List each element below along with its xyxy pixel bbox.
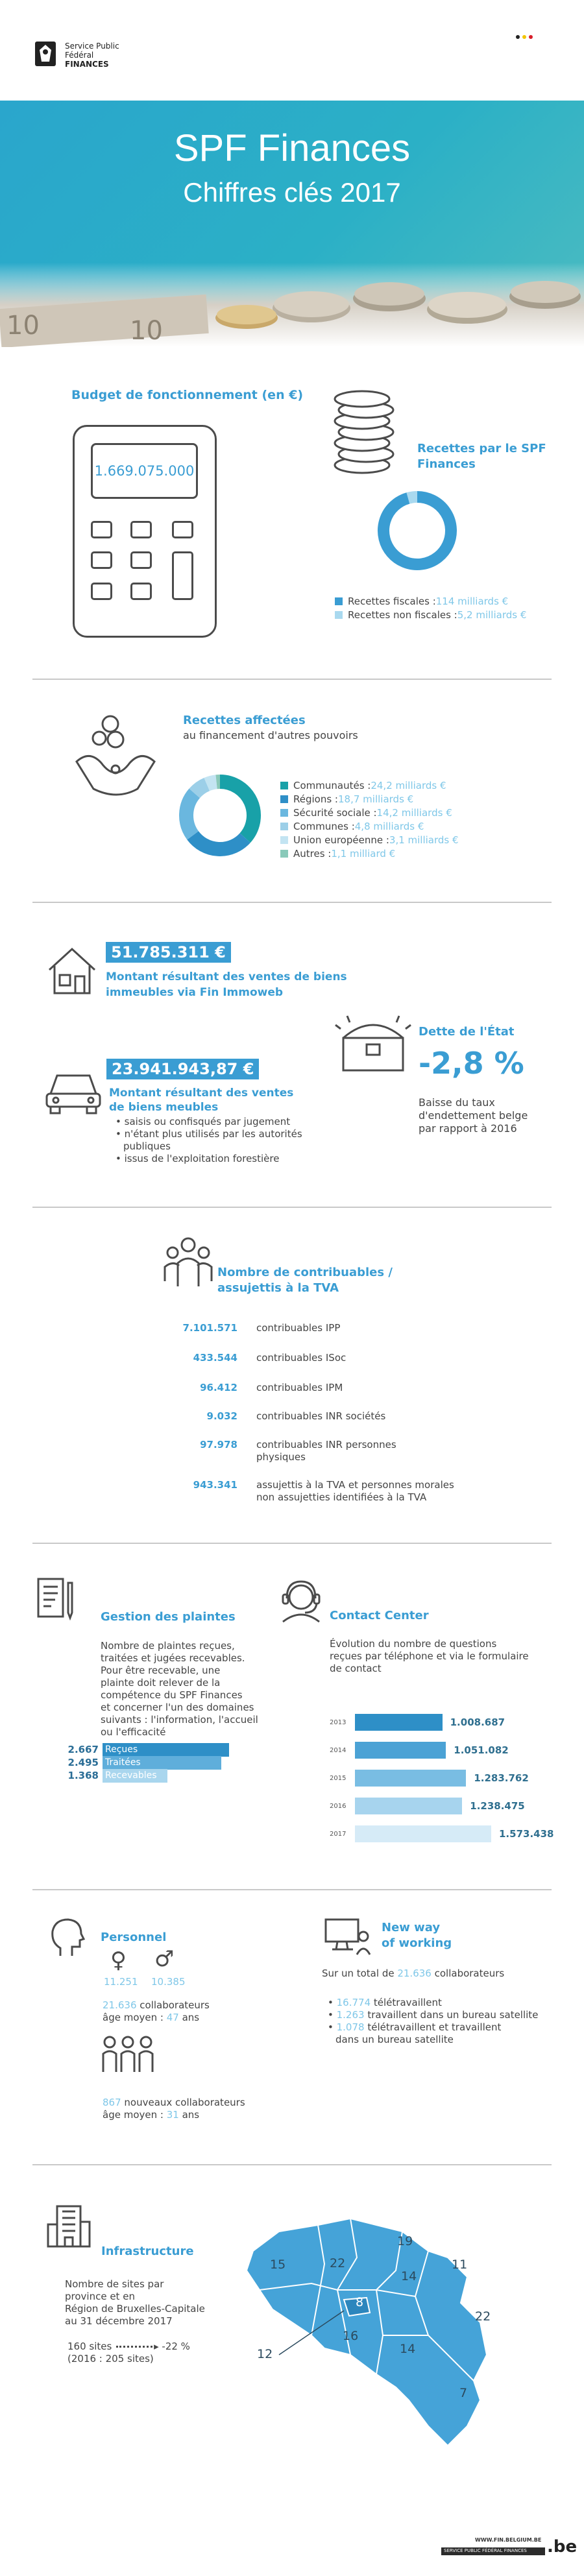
belgium-map [234, 2206, 506, 2446]
map-label: 16 [343, 2329, 359, 2343]
plaintes-description [101, 1640, 258, 1739]
dette-description [419, 1096, 528, 1135]
legend-label: Recettes fiscales : [348, 595, 436, 607]
bar-label: Recevables [105, 1770, 157, 1781]
contact-title: Contact Center [330, 1609, 429, 1622]
immoweb-label-line2: immeubles via Fin Immoweb [106, 986, 284, 999]
section-divider [32, 2164, 552, 2165]
section-divider [32, 679, 552, 680]
belgian-flag-dots-icon [516, 35, 542, 40]
table-row-value: 9.032 [206, 1410, 237, 1422]
map-label: 14 [400, 2342, 416, 2356]
legend-swatch [335, 597, 343, 605]
legend-swatch [280, 836, 288, 844]
nww-title [382, 1920, 452, 1951]
person-at-computer-icon [323, 1917, 372, 1957]
bar-value: 2.667 [67, 1744, 99, 1755]
item-value: 16.774 [336, 1997, 371, 2008]
bar-year: 2015 [330, 1775, 347, 1782]
contribuables-title [217, 1265, 393, 1296]
legend-label: Communes : [293, 820, 355, 832]
desc-line: et concerner l'un des domaines [101, 1702, 254, 1713]
infra-sites [67, 2341, 190, 2365]
bullet-text: n'étant plus utilisés par les autorités [124, 1128, 302, 1140]
hero-title: SPF Finances [173, 127, 411, 169]
legend-item [280, 833, 459, 847]
headset-operator-icon [278, 1576, 324, 1623]
section-divider [32, 1543, 552, 1544]
item-text: télétravaillent [371, 1997, 442, 2008]
item-text: dans un bureau satellite [335, 2034, 454, 2045]
legend-item [280, 792, 459, 806]
recettes-legend [335, 594, 526, 621]
list-item: • saisis ou confisqués par jugement [116, 1116, 291, 1127]
immoweb-label-line1: Montant résultant des ventes de biens [106, 970, 347, 983]
person-head-icon [49, 1917, 85, 1958]
new-value: 867 [103, 2097, 121, 2108]
legend-label: Union européenne : [293, 834, 389, 846]
donut-slice [408, 497, 417, 498]
map-label: 11 [452, 2257, 468, 2272]
header [0, 0, 584, 101]
legend-item [280, 806, 459, 819]
bar-value: 2.495 [67, 1757, 99, 1768]
dette-desc-line3: par rapport à 2016 [419, 1122, 517, 1135]
plaintes-title: Gestion des plaintes [101, 1610, 236, 1624]
bar [355, 1825, 491, 1842]
section-divider [32, 1889, 552, 1890]
section-divider [32, 902, 552, 903]
section-divider [32, 1207, 552, 1208]
desc-line: Région de Bruxelles-Capitale [65, 2303, 205, 2315]
new-age-label: âge moyen : [103, 2109, 167, 2121]
intro-suffix: collaborateurs [431, 1968, 505, 1979]
affectees-donut-chart [176, 772, 264, 860]
be-logo[interactable]: .be [547, 2537, 578, 2557]
legend-item [280, 778, 459, 792]
table-row-label: contribuables IPP [256, 1322, 341, 1334]
desc-line: Évolution du nombre de questions [330, 1638, 497, 1650]
desc-line: Nombre de plaintes reçues, [101, 1640, 235, 1652]
treasure-chest-icon [334, 1012, 412, 1077]
dotted-arrow-icon [116, 2346, 152, 2348]
infra-description [65, 2278, 205, 2328]
legend-value: 18,7 milliards € [338, 793, 414, 805]
new-age-unit: ans [178, 2109, 200, 2121]
new-employees [103, 2097, 245, 2121]
hero-banner [0, 101, 584, 347]
calculator-illustration [73, 425, 217, 638]
legend-label: Sécurité sociale : [293, 806, 377, 819]
bar-value: 1.368 [67, 1770, 99, 1781]
legend-value: 14,2 milliards € [376, 806, 452, 819]
donut-slice [186, 793, 195, 836]
donut-slice [195, 784, 207, 793]
personnel-total [103, 1999, 210, 2024]
total-value: 21.636 [103, 1999, 137, 2011]
map-label: 7 [459, 2386, 468, 2400]
row-label-line1: contribuables INR personnes [256, 1439, 396, 1451]
budget-title: Budget de fonctionnement (en €) [71, 388, 304, 402]
contribuables-title-line2: assujettis à la TVA [217, 1281, 339, 1295]
new-label: nouveaux collaborateurs [121, 2097, 245, 2108]
immoweb-label [106, 969, 347, 1000]
bar-year: 2017 [330, 1831, 347, 1838]
affectees-subtitle: au financement d'autres pouvoirs [183, 729, 358, 741]
list-item: • 16.774 télétravaillent [328, 1997, 442, 2008]
footer-url[interactable]: WWW.FIN.BELGIUM.BE [475, 2537, 542, 2543]
logo-line2: Fédéral [65, 51, 94, 60]
bar [355, 1742, 446, 1759]
desc-line: ou l'efficacité [101, 1726, 166, 1738]
meubles-label [109, 1086, 293, 1114]
desc-line: province et en [65, 2291, 135, 2302]
legend-value: 1,1 milliard € [331, 847, 396, 860]
table-row-value: 433.544 [193, 1352, 237, 1364]
desc-line: Nombre de sites par [65, 2278, 164, 2290]
meubles-bullets [116, 1116, 302, 1165]
bar-value: 1.573.438 [499, 1828, 554, 1840]
bar-value: 1.283.762 [474, 1772, 529, 1784]
federal-logo[interactable] [31, 39, 200, 71]
legend-value: 24,2 milliards € [371, 779, 446, 791]
sites-change: -22 % [162, 2341, 190, 2352]
recettes-title-text: Recettes par le SPF Finances [417, 442, 546, 471]
legend-item [335, 594, 526, 608]
contribuables-title-line1: Nombre de contribuables / [217, 1266, 393, 1279]
meubles-value-badge [106, 1059, 259, 1079]
row-label-line1: assujettis à la TVA et personnes morales [256, 1479, 454, 1491]
footer [441, 2533, 578, 2562]
affectees-title: Recettes affectées [183, 714, 306, 727]
bar-year: 2016 [330, 1803, 347, 1810]
nww-title-line1: New way [382, 1921, 441, 1934]
dette-title: Dette de l'État [419, 1025, 515, 1039]
coin-stack-icon [330, 384, 402, 480]
nww-intro [322, 1967, 504, 1980]
row-label-line2: non assujetties identifiées à la TVA [256, 1491, 427, 1503]
recettes-title [417, 441, 547, 472]
bar-label: Reçues [105, 1744, 138, 1755]
item-value: 1.263 [336, 2009, 365, 2021]
map-label: 15 [270, 2257, 286, 2272]
logo-line1: Service Public [65, 42, 119, 51]
age-unit: ans [178, 2012, 200, 2023]
row-label-line2: physiques [256, 1451, 306, 1463]
meubles-value: 23.941.943,87 € [112, 1060, 254, 1078]
legend-label: Autres : [293, 847, 332, 860]
bar [355, 1770, 466, 1787]
table-row-value: 943.341 [193, 1479, 237, 1491]
list-item: • 1.078 télétravaillent et travaillent [328, 2021, 502, 2033]
table-row-label [256, 1439, 470, 1463]
table-row-value: 97.978 [200, 1439, 237, 1451]
budget-value: 1.669.075.000 [94, 463, 195, 479]
legend-item [280, 847, 459, 860]
age-value: 47 [166, 2012, 179, 2023]
intro-label: Sur un total de [322, 1968, 398, 1979]
legend-label: Recettes non fiscales : [348, 608, 457, 621]
map-label: 19 [397, 2234, 413, 2248]
map-label: 22 [475, 2309, 491, 2324]
new-age-value: 31 [166, 2109, 179, 2121]
map-label: 14 [401, 2269, 417, 2283]
age-label: âge moyen : [103, 2012, 167, 2023]
dette-desc-line1: Baisse du taux [419, 1096, 495, 1109]
document-pen-icon [36, 1576, 75, 1620]
contact-description [330, 1638, 529, 1675]
list-item [328, 2034, 538, 2046]
donut-slice [207, 782, 217, 784]
map-label: 12 [257, 2347, 273, 2361]
bar [355, 1798, 462, 1814]
men-count: 10.385 [151, 1976, 186, 1988]
sites-range: (2016 : 205 sites) [67, 2353, 154, 2365]
desc-line: traitées et jugées recevables. [101, 1652, 245, 1664]
bar-year: 2013 [330, 1719, 347, 1726]
table-row-label: contribuables IPM [256, 1382, 343, 1393]
donut-slice [193, 836, 245, 849]
legend-item [280, 819, 459, 833]
map-label: 8 [356, 2295, 364, 2309]
legend-swatch [280, 850, 288, 858]
bar [355, 1714, 443, 1731]
bullet-text: saisis ou confisqués par jugement [124, 1116, 291, 1127]
legend-value: 5,2 milliards € [457, 608, 527, 621]
legend-swatch [335, 611, 343, 619]
list-item: • 1.263 travaillent dans un bureau satellite [328, 2009, 539, 2021]
table-row-label: contribuables ISoc [256, 1352, 347, 1364]
meubles-label-line2: de biens meubles [109, 1101, 219, 1114]
people-group-icon [162, 1236, 214, 1289]
list-item: • issus de l'exploitation forestière [116, 1153, 280, 1164]
logo-line3: FINANCES [65, 60, 109, 69]
desc-line: Pour être recevable, une [101, 1665, 221, 1676]
legend-swatch [280, 809, 288, 817]
table-row-label [256, 1479, 470, 1504]
sites-now: 160 sites [67, 2341, 112, 2352]
affectees-legend [280, 778, 459, 860]
table-row-value: 7.101.571 [182, 1322, 237, 1334]
bullet-text: publiques [123, 1140, 171, 1152]
svg-text:10: 10 [130, 316, 163, 346]
bar-value: 1.051.082 [454, 1744, 509, 1756]
legend-value: 114 milliards € [435, 595, 509, 607]
desc-line: suivants : l'information, l'accueil [101, 1714, 258, 1726]
house-icon [45, 944, 99, 997]
desc-line: compétence du SPF Finances [101, 1689, 243, 1701]
item-text: travaillent dans un bureau satellite [364, 2009, 539, 2021]
meubles-label-line1: Montant résultant des ventes [109, 1087, 294, 1100]
hero-subtitle: Chiffres clés 2017 [183, 177, 401, 208]
bar-year: 2014 [330, 1747, 347, 1754]
bar-value: 1.008.687 [450, 1716, 505, 1728]
bar-value: 1.238.475 [470, 1800, 525, 1812]
calculator-display [91, 443, 198, 499]
legend-label: Régions : [293, 793, 338, 805]
donut-slice [220, 782, 254, 838]
svg-text:10: 10 [6, 311, 40, 341]
women-count: 11.251 [104, 1976, 138, 1988]
desc-line: plainte doit relever de la [101, 1677, 221, 1689]
male-symbol-icon: ♂ [154, 1946, 175, 1972]
total-label: collaborateurs [136, 1999, 210, 2011]
arrow-head-icon: ▸ [154, 2341, 159, 2352]
bullet-text: issus de l'exploitation forestière [124, 1153, 280, 1164]
legend-value: 3,1 milliards € [389, 834, 459, 846]
belgian-crest-icon [31, 39, 60, 69]
money-bag-icon [70, 711, 161, 802]
coins-banknotes-photo [0, 237, 584, 347]
desc-line: de contact [330, 1663, 382, 1674]
bar-label: Traitées [105, 1757, 141, 1768]
new-employees-group-icon [101, 2034, 155, 2075]
footer-org-bar [441, 2547, 545, 2555]
legend-value: 4,8 milliards € [354, 820, 424, 832]
nww-title-line2: of working [382, 1936, 452, 1950]
nww-list [328, 1997, 538, 2046]
legend-item [335, 608, 526, 621]
immoweb-value-badge [106, 942, 231, 963]
item-text: télétravaillent et travaillent [364, 2021, 502, 2033]
desc-line: reçues par téléphone et via le formulaire [330, 1650, 529, 1662]
footer-org: SERVICE PUBLIC FÉDÉRAL FINANCES [444, 2548, 527, 2553]
legend-swatch [280, 795, 288, 803]
immoweb-value: 51.785.311 € [111, 943, 226, 961]
donut-slice [383, 497, 451, 564]
legend-swatch [280, 823, 288, 830]
table-row-value: 96.412 [200, 1382, 237, 1393]
buildings-icon [45, 2202, 92, 2249]
car-icon [44, 1064, 103, 1116]
table-row-label: contribuables INR sociétés [256, 1410, 386, 1422]
item-value: 1.078 [336, 2021, 365, 2033]
legend-swatch [280, 782, 288, 789]
map-label: 22 [330, 2256, 346, 2270]
legend-label: Communautés : [293, 779, 371, 791]
infra-title: Infrastructure [101, 2245, 194, 2258]
dette-desc-line2: d'endettement belge [419, 1109, 528, 1122]
list-item: • n'étant plus utilisés par les autorités [116, 1128, 302, 1140]
intro-value: 21.636 [397, 1968, 432, 1979]
desc-line: au 31 décembre 2017 [65, 2315, 173, 2327]
list-item [116, 1140, 302, 1153]
personnel-title: Personnel [101, 1931, 167, 1944]
dette-value: -2,8 % [419, 1046, 524, 1081]
female-symbol-icon: ♀ [110, 1947, 127, 1973]
recettes-donut-chart [374, 488, 460, 573]
